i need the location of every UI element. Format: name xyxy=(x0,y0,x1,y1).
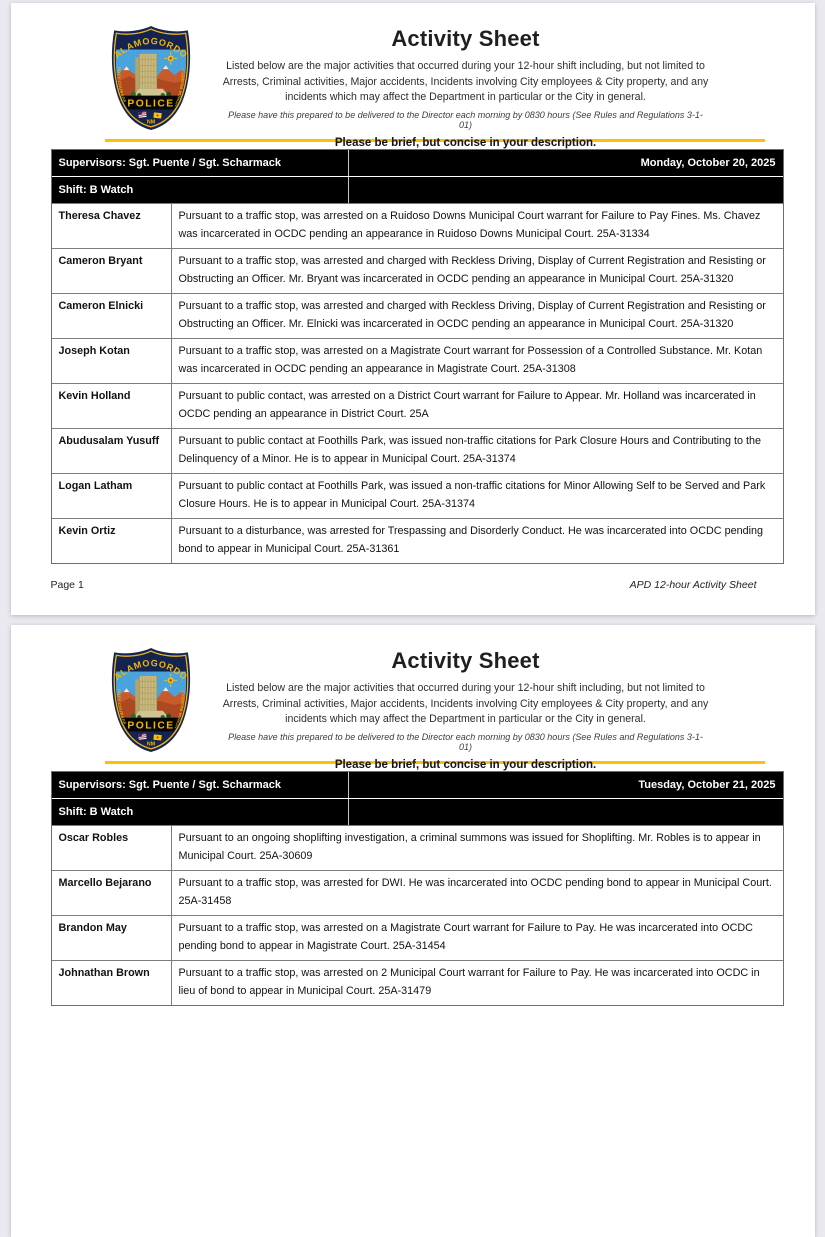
page-footer xyxy=(51,579,757,591)
header-description: Listed below are the major activities that occurred during your 12-hour shift including, but not limited to Arrests, Criminal activities, Major accidents, Incidents involving City employees & City property, and any incidents which may affect the Department in particular or the City in general. xyxy=(222,60,709,103)
incident-description: Pursuant to a traffic stop, was arrested and charged with Reckless Driving, Display of Current Registration and Resisting or Obstructing an Officer. Mr. Elnicki was incarcerated in OCDC pending an appearance in Municipal Court. 25A-31320 xyxy=(171,294,783,338)
header-note: Please have this prepared to be delivered to the Director each morning by 0830 hours (See Rules and Regulations 3-1-01) xyxy=(228,731,703,752)
table-row xyxy=(52,915,783,960)
shift-cell: Shift: B Watch xyxy=(52,799,348,825)
table-row xyxy=(52,203,783,248)
alamogordo-police-badge-icon xyxy=(105,646,197,754)
incident-description: Pursuant to a traffic stop, was arrested on a Magistrate Court warrant for Failure to Pay. He was incarcerated into OCDC pending bond to appear in Magistrate Court. 25A-31454 xyxy=(171,916,783,960)
supervisors-cell: Supervisors: Sgt. Puente / Sgt. Scharmack xyxy=(52,150,348,176)
incident-description: Pursuant to a traffic stop, was arrested on a Magistrate Court warrant for Possession of a Controlled Substance. Mr. Kotan was incarcerated in OCDC pending an appearance in Magistrate Court. 25A-31308 xyxy=(171,339,783,383)
header-text-block xyxy=(223,648,709,771)
table-row xyxy=(52,960,783,1005)
document-page-1 xyxy=(11,3,815,615)
alamogordo-police-badge-icon xyxy=(105,24,197,132)
header-brief-instruction: Please be brief, but concise in your description. xyxy=(334,758,597,771)
page-title: Activity Sheet xyxy=(391,648,540,673)
incident-description: Pursuant to a traffic stop, was arrested on 2 Municipal Court warrant for Failure to Pay. He was incarcerated into OCDC in lieu of bond to appear in Municipal Court. 25A-31479 xyxy=(171,961,783,1005)
table-body xyxy=(52,825,783,1005)
table-header xyxy=(52,772,783,825)
person-name: Logan Latham xyxy=(58,480,133,492)
person-name: Kevin Holland xyxy=(58,390,131,402)
table-body xyxy=(52,203,783,563)
person-name: Abudusalam Yusuff xyxy=(58,435,160,447)
table-row xyxy=(52,518,783,563)
shift-row xyxy=(52,799,783,825)
header-note: Please have this prepared to be delivered to the Director each morning by 0830 hours (See Rules and Regulations 3-1-01) xyxy=(228,109,703,130)
date-cell: Tuesday, October 21, 2025 xyxy=(349,772,783,798)
shift-row-empty-cell xyxy=(349,177,783,203)
supervisors-row xyxy=(52,772,783,798)
shift-row-empty-cell xyxy=(349,799,783,825)
person-name: Kevin Ortiz xyxy=(58,525,116,537)
person-name: Theresa Chavez xyxy=(58,210,141,222)
activity-table xyxy=(51,771,784,1006)
supervisors-cell: Supervisors: Sgt. Puente / Sgt. Scharmack xyxy=(52,772,348,798)
incident-description: Pursuant to public contact, was arrested on a District Court warrant for Failure to Appear. Mr. Holland was incarcerated in OCDC pending an appearance in District Court. 25A xyxy=(171,384,783,428)
incident-description: Pursuant to a disturbance, was arrested for Trespassing and Disorderly Conduct. He was incarcerated into OCDC pending bond to appear in Municipal Court. 25A-31361 xyxy=(171,519,783,563)
header-description: Listed below are the major activities that occurred during your 12-hour shift including, but not limited to Arrests, Criminal activities, Major accidents, Incidents involving City employees & City property, and any incidents which may affect the Department in particular or the City in general. xyxy=(222,682,709,725)
incident-description: Pursuant to a traffic stop, was arrested on a Ruidoso Downs Municipal Court warrant for Failure to Pay Fines. Ms. Chavez was incarcerated in OCDC pending an appearance in Ruidoso Downs Municipal Court. 25A-31334 xyxy=(171,204,783,248)
header-brief-instruction: Please be brief, but concise in your description. xyxy=(334,136,597,149)
document-header xyxy=(11,3,815,149)
date-cell: Monday, October 20, 2025 xyxy=(349,150,783,176)
incident-description: Pursuant to public contact at Foothills Park, was issued non-traffic citations for Park Closure Hours and Contributing to the Delinquency of a Minor. He is to appear in Municipal Court. 25A-31374 xyxy=(171,429,783,473)
table-row xyxy=(52,248,783,293)
person-name: Johnathan Brown xyxy=(58,967,150,979)
supervisors-row xyxy=(52,150,783,176)
person-name: Marcello Bejarano xyxy=(58,877,152,889)
header-text-block xyxy=(223,26,709,149)
shift-cell: Shift: B Watch xyxy=(52,177,348,203)
incident-description: Pursuant to public contact at Foothills Park, was issued a non-traffic citations for Minor Allowing Self to be Served and Park Closure Hours. He is to appear in Municipal Court. 25A-31374 xyxy=(171,474,783,518)
table-header xyxy=(52,150,783,203)
table-row xyxy=(52,825,783,870)
person-name: Cameron Elnicki xyxy=(58,300,144,312)
table-row xyxy=(52,870,783,915)
incident-description: Pursuant to a traffic stop, was arrested for DWI. He was incarcerated into OCDC pending bond to appear in Municipal Court. 25A-31458 xyxy=(171,871,783,915)
document-page-2 xyxy=(11,625,815,1237)
document-header xyxy=(11,625,815,771)
person-name: Oscar Robles xyxy=(58,832,129,844)
table-row xyxy=(52,428,783,473)
person-name: Cameron Bryant xyxy=(58,255,143,267)
incident-description: Pursuant to an ongoing shoplifting investigation, a criminal summons was issued for Shoplifting. Mr. Robles is to appear in Municipal Court. 25A-30609 xyxy=(171,826,783,870)
table-row xyxy=(52,383,783,428)
person-name: Joseph Kotan xyxy=(58,345,130,357)
shift-row xyxy=(52,177,783,203)
incident-description: Pursuant to a traffic stop, was arrested and charged with Reckless Driving, Display of Current Registration and Resisting or Obstructing an Officer. Mr. Bryant was incarcerated in OCDC pending an appearance in Municipal Court. 25A-31320 xyxy=(171,249,783,293)
table-row xyxy=(52,473,783,518)
person-name: Brandon May xyxy=(58,922,127,934)
page-number: Page 1 xyxy=(50,579,84,591)
table-row xyxy=(52,338,783,383)
page-title: Activity Sheet xyxy=(391,26,540,51)
activity-table xyxy=(51,149,784,564)
footer-document-name: APD 12-hour Activity Sheet xyxy=(629,579,757,591)
table-row xyxy=(52,293,783,338)
